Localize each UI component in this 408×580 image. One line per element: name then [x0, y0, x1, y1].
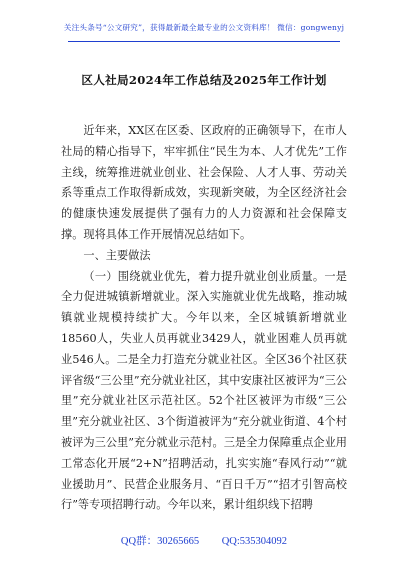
body-paragraph: （一）围绕就业优先，着力提升就业创业质量。一是全力促进城镇新增就业。深入实施就业优先战略，推动城镇就业规模持续扩大。今年以来，全区城镇新增就业18560人，失业人员再就业3429人，就业困难人员再就业546人。二是全力打造充分就业社区。全区36个社区获评省级“三公里”充分就业社区，其中安康社区被评为“三公里”充分就业社区示范社区。52个社区被评为市级“三公里”充分就业社区、3个街道被评为“充分就业街道、4个村被评为三公里”充分就业示范村。三是全力保障重点企业用工常态化开展“2+N”招聘活动，扎实实施“春风行动”“就业援助月”、民营企业服务月、“百日千万”“招才引智高校行”等专项招聘行动。今年以来，累计组织线下招聘	[61, 269, 347, 512]
document-title: 区人社局2024年工作总结及2025年工作计划	[81, 73, 327, 87]
qq-number: QQ:535304092	[221, 536, 288, 547]
promo-banner: 关注头条号“公文研究”，获得最新最全最专业的公文资料库！ 微信：gongwenyj	[63, 23, 345, 32]
qq-group-number: QQ群：30265665	[120, 536, 200, 547]
contact-footer	[0, 533, 408, 548]
header-rule	[68, 41, 340, 42]
document-body	[61, 121, 347, 516]
section-heading: 一、主要做法	[83, 248, 151, 262]
intro-paragraph: 近年来，XX区在区委、区政府的正确领导下，在市人社局的精心指导下，牢牢抓住“民生为本、人才优先”工作主线，统筹推进就业创业、社会保险、人才人事、劳动关系等重点工作取得新成效，实现新突破，为全区经济社会的健康快速发展提供了强有力的人力资源和社会保障支撑。现将具体工作开展情况总结如下。	[61, 124, 347, 241]
